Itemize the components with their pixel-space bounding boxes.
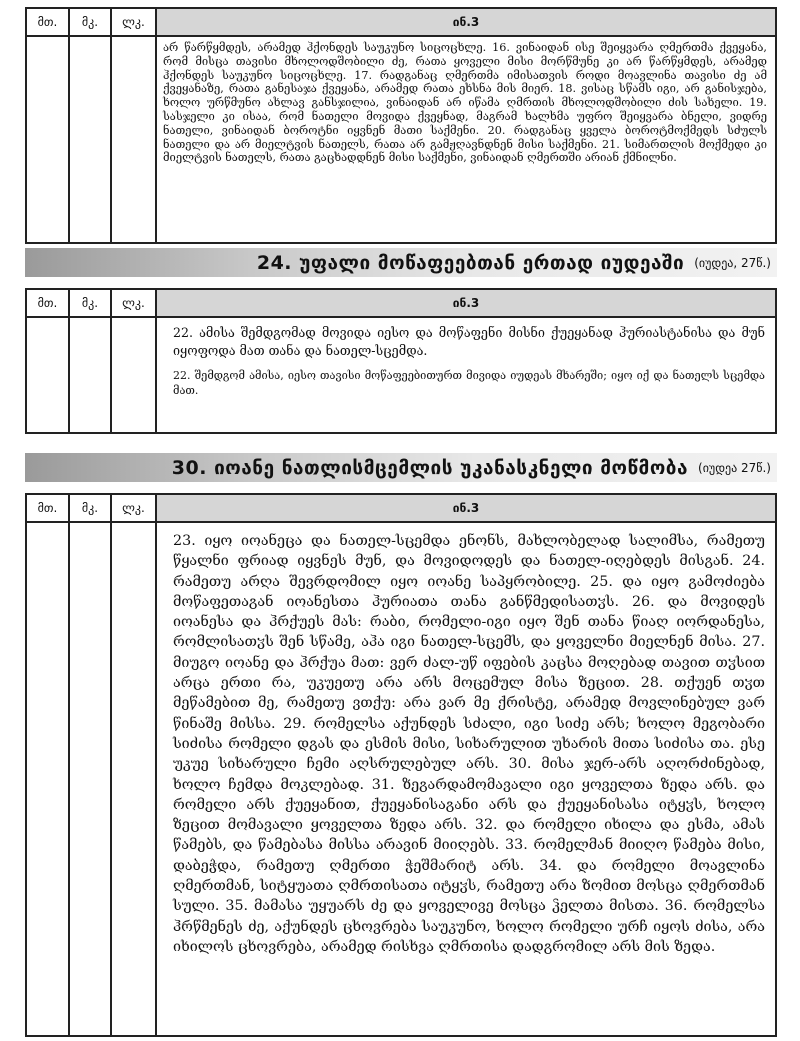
table-body xyxy=(27,37,775,242)
table-body xyxy=(27,318,775,432)
cell-luke-empty xyxy=(112,37,157,242)
col-luke: ლკ. xyxy=(112,9,157,35)
table-header xyxy=(27,495,775,523)
col-matthew: მთ. xyxy=(27,9,70,35)
table-block-30 xyxy=(25,493,777,1037)
col-john: ინ.3 xyxy=(157,9,775,35)
cell-matthew-empty xyxy=(27,523,70,1035)
section-title-24: 24. უფალი მოწაფეებთან ერთად იუდეაში xyxy=(256,251,685,274)
cell-mark-empty xyxy=(70,318,112,432)
col-mark: მკ. xyxy=(70,495,112,521)
col-matthew: მთ. xyxy=(27,495,70,521)
section-ref-30: (იუდეა 27წ.) xyxy=(698,460,771,475)
section-title-30: 30. იოანე ნათლისმცემლის უკანასკნელი მოწმობა xyxy=(171,456,689,479)
col-mark: მკ. xyxy=(70,9,112,35)
table-block-24 xyxy=(25,288,777,434)
section-ref-24: (იუდეა, 27წ.) xyxy=(694,255,771,270)
cell-matthew-empty xyxy=(27,318,70,432)
section-heading-24 xyxy=(25,248,777,277)
cell-matthew-empty xyxy=(27,37,70,242)
col-luke: ლკ. xyxy=(112,495,157,521)
cell-mark-empty xyxy=(70,523,112,1035)
john-text-24-modern: 22. შემდგომ ამისა, იესო თავისი მოწაფეებითურთ მივიდა იუდეას მხარეში; იყო იქ და ნათელს სცემდა მათ. xyxy=(173,369,765,397)
john-cell-24 xyxy=(157,318,775,432)
john-text-block-1: არ წარწყმდეს, არამედ ჰქონდეს საუკუნო სიცოცხლე. 16. ვინაიდან ისე შეიყვარა ღმერთმა ქვეყანა, რომ მისცა თავისი მხოლოდშობილი ძე, რათა ყოველი მისი მორწმუნე კი არ წარწყმდეს, არამედ ჰქონდეს საუკუნო სიცოცხლე. 17. რადგანაც ღმერთმა იმისათვის როდი მოავლინა თავისი ძე ამ ქვეყანაზე, რათა განესაჯა ქვეყანა, არამედ რათა ეხსნა მის მიერ. 18. ვისაც სწამს იგი, არ განისჯება, ხოლო ურწმუნო ახლავ განსჯილია, ვინაიდან არ იწამა ღმრთის მხოლოდშობილი ძის სახელი. 19. სასჯელი კი ისაა, რომ ნათელი მოვიდა ქვეყნად, მაგრამ ხალხმა უფრო შეიყვარა ბნელი, ვიდრე ნათელი, ვინაიდან ბოროტნი იყვნენ მათი საქმენი. 20. რადგანაც ყველა ბოროტმოქმედს სძულს ნათელი და არ მიელტვის ნათელს, რათა არ გამჟღავნდნენ მისი საქმენი. 21. სიმართლის მოქმედი კი მიელტვის ნათელს, რათა გაცხადდნენ მისი საქმენი, ვინაიდან ღმერთში არიან ქმნილნი. xyxy=(163,41,767,165)
col-matthew: მთ. xyxy=(27,290,70,316)
col-john: ინ.3 xyxy=(157,495,775,521)
col-mark: მკ. xyxy=(70,290,112,316)
table-header xyxy=(27,290,775,318)
john-text-24-old: 22. ამისა შემდგომად მოვიდა იესო და მოწაფენი მისნი ქუეყანად ჰურიასტანისა და მუნ იყოფოდა მათ თანა და ნათელ-სცემდა. xyxy=(173,325,765,358)
cell-mark-empty xyxy=(70,37,112,242)
section-heading-30 xyxy=(25,453,777,482)
table-header xyxy=(27,9,775,37)
col-john: ინ.3 xyxy=(157,290,775,316)
table-body xyxy=(27,523,775,1035)
cell-luke-empty xyxy=(112,523,157,1035)
table-block-1 xyxy=(25,7,777,244)
john-text-30: 23. იყო იოანეცა და ნათელ-სცემდა ენონს, მახლობელად სალიმსა, რამეთუ წყალნი ფრიად იყვნეს მუნ, და მოვიდოდეს და ნათელ-იღებდეს მისგან. 24. რამეთუ არღა შევრდომილ იყო იოანე საპყრობილე. 25. და იყო გამოძიება მოწაფეთაგან იოანესთა ჰურიათა თანა განწმედისათჳს. 26. და მოვიდეს იოანესა და ჰრქუეს მას: რაბი, რომელი-იგი იყო შენ თანა წიაღ იორდანესა, რომლისათჳს შენ სწამე, აჰა იგი ნათელ-სცემს, და ყოველნი მიელნენ მისა. 27. მიუგო იოანე და ჰრქუა მათ: ვერ ძალ-უწ იფების კაცსა მოღებად თავით თჳსით არცა ერთი რა, უკუეთუ არა არს მოცემულ მისა ზეცით. 28. თქუენ თჳთ მეწამებით მე, რამეთუ ვთქუ: არა ვარ მე ქრისტე, არამედ მოვლინებულ ვარ წინაშე მისსა. 29. რომელსა აქუნდეს სძალი, იგი სიძე არს; ხოლო მეგობარი სიძისა რომელი დგას და ესმის მისი, სიხარულით უხარის მითა სიძისა თა. ესე უკუე სიხარული ჩემი აღსრულებულ არს. 30. მისა ჯერ-არს აღორძინებად, ხოლო ჩემდა მოკლებად. 31. ზეგარდამომავალი იგი ყოველთა ზედა არს. და რომელი არს ქუეყანით, ქუეყანისაგანი არს და ქუეყანისასა იტყჳს, ხოლო ზეცით მომავალი ყოველთა ზედა არს. 32. და რომელი იხილა და ესმა, ამას წამებს, და წამებასა მისსა არავინ მიიღებს. 33. რომელმან მიიღო წამება მისი, დაბეჭდა, რამეთუ ღმერთი ჭეშმარიტ არს. 34. და რომელი მოავლინა ღმერთმან, სიტყუათა ღმრთისათა იტყჳს, რამეთუ არა ზომით მოსცა ღმერთმან სული. 35. მამასა უყუარს ძე და ყოველივე მოსცა ჴელთა მისთა. 36. რომელსა ჰრწმენეს ძე, აქუნდეს ცხოვრება საუკუნო, ხოლო რომელი ურჩ იყოს ძისა, არა იხილოს ცხოვრება, არამედ რისხვა ღმრთისა დადგრომილ არს მის ზედა. xyxy=(173,533,765,955)
cell-luke-empty xyxy=(112,318,157,432)
col-luke: ლკ. xyxy=(112,290,157,316)
